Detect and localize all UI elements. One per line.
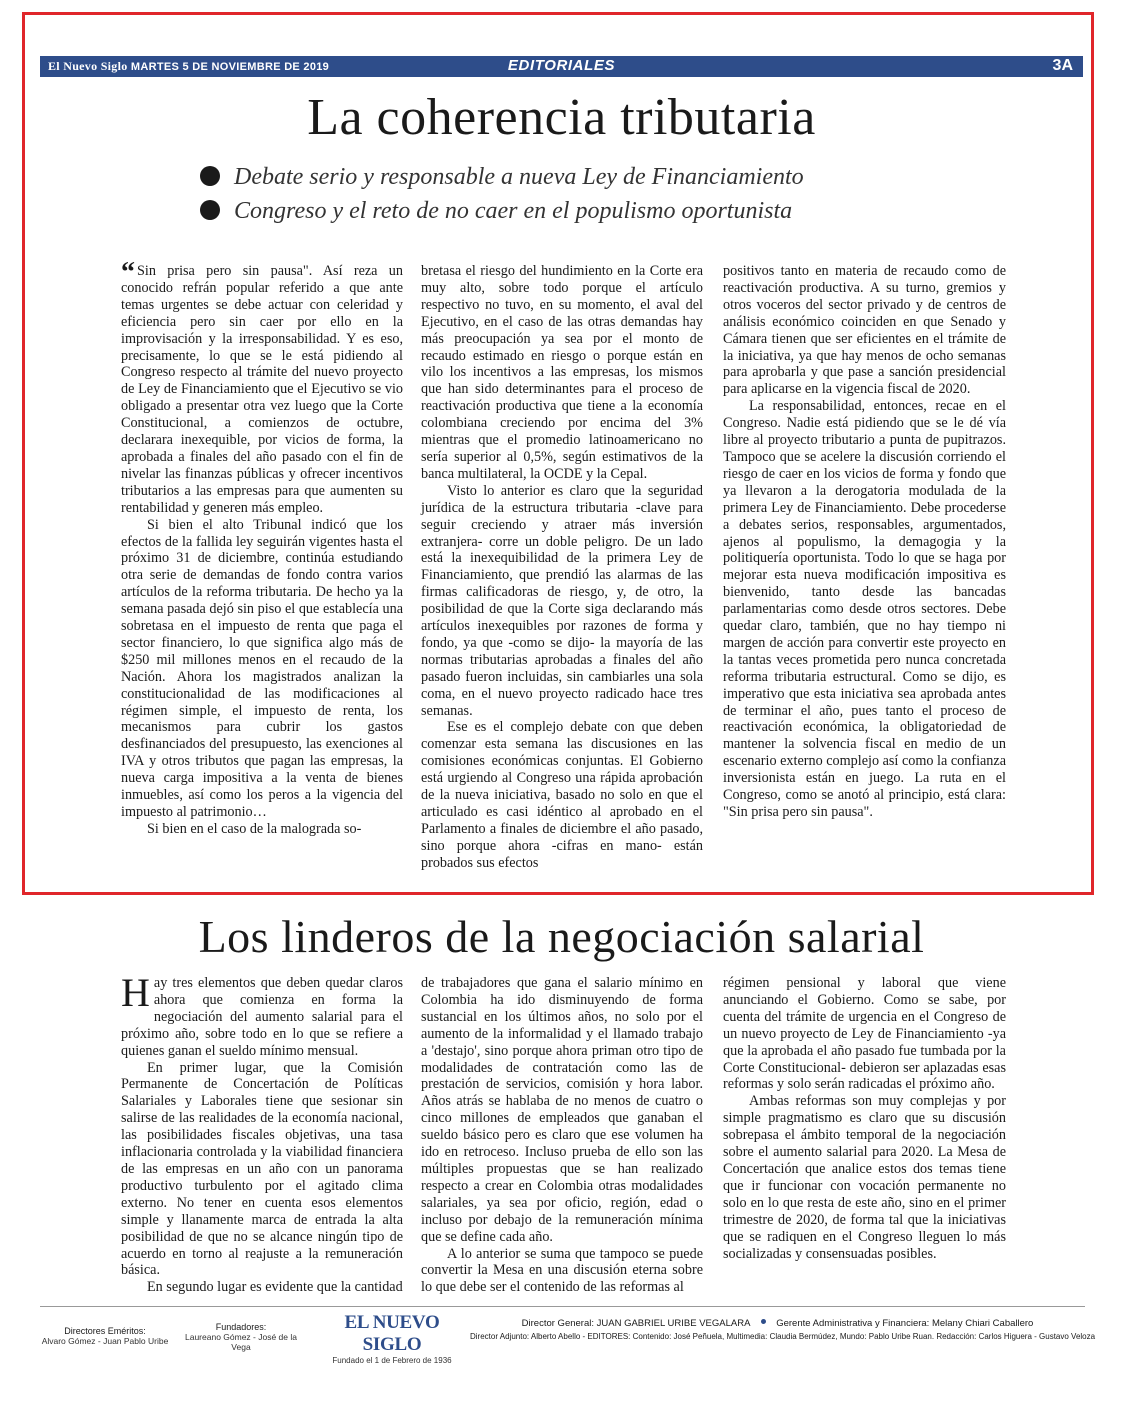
editorial1-paragraph: positivos tanto en materia de recaudo como de reactivación productiva. A su turno, gremios y otros voceros del sector privado y de centros de análisis económico coinciden en que Senado y Cámara tienen que ser eficientes en el trámite de la iniciativa, ya que hay menos de ocho semanas para aprobarla y que pase a sanción presidencial para aplicarse en la vigencia fiscal de 2020. bbox=[723, 263, 1006, 398]
editorial2-column-3 bbox=[723, 975, 1006, 1262]
footer-emeritos bbox=[40, 1326, 170, 1346]
footer-staff bbox=[470, 1318, 1096, 1341]
quote-mark-icon: “ bbox=[121, 257, 135, 288]
header-page-number: 3A bbox=[1052, 57, 1073, 74]
footer-editors: Director Adjunto: Alberto Abello - EDITORES: Contenido: José Peñuela, Multimedia: Claudia Bermúdez, Mundo: Pablo Uribe Ruan. Redacción: Carlos Higuera - Gustavo Veloza bbox=[470, 1332, 1096, 1341]
bullet-icon bbox=[761, 1319, 766, 1324]
editorial2-paragraph: A lo anterior se suma que tampoco se puede convertir la Mesa en una discusión eterna sobre lo que debe ser el contenido de las reformas al bbox=[421, 1245, 703, 1296]
editorial1-paragraph: La responsabilidad, entonces, recae en el Congreso. Nadie está pidiendo que se le dé vía libre al proyecto tributario a punta de pupitrazos. Tampoco que se acelere la discusión corriendo el riesgo de caer en los vicios de forma y fondo que ya llevaron a la derogatoria modulada de la primera Ley de Financiamiento. Debe procederse a debates serios, responsables, argumentados, ajenos al populismo, la demagogia y la politiquería oportunista. Todo lo que se haga por mejorar esta nueva modificación impositiva es bienvenido, tanto desde las bancadas parlamentarias como desde otros sectores. Debe quedar claro, también, que no hay tiempo ni margen de acción para convertir este proyecto en la tantas veces prometida pero nunca concretada reforma tributaria estructural. Como se dijo, es imperativo que esta iniciativa sea aprobada antes de terminar el año, pues tanto el proceso de reactivación económica, la obligatoriedad de mantener la solvencia fiscal en medio de un escenario externo complejo así como la confianza inversionista están en juego. La ruta en el Congreso, como se anotó al principio, está clara: "Sin prisa pero sin pausa". bbox=[723, 398, 1006, 820]
editorial2-paragraph: Hay tres elementos que deben quedar claros ahora que comienza en forma la negociación del aumento salarial para el próximo año, sobre todo en lo que se refiere a quienes ganan el sueldo mínimo mensual. bbox=[121, 970, 403, 1059]
footer-directors bbox=[470, 1318, 1085, 1329]
editorial2-paragraph: régimen pensional y laboral que viene anunciando el Gobierno. Como se sabe, por cuenta del trámite de urgencia en el Congreso de un nuevo proyecto de Ley de Financiamiento -ya que la aprobada el año pasado fue tumbada por la Corte Constitucional- debieron ser aplazadas esas reformas y solo serán radicadas el próximo año. bbox=[723, 975, 1006, 1093]
editorial2-paragraph: Ambas reformas son muy complejas y por simple pragmatismo es claro que su discusión sobrepasa el ámbito temporal de la negociación sobre el aumento salarial para 2020. La Mesa de Concertación que analice estos dos temas tiene que ir funcionar con vocación permanente no solo en lo que resta de este año, sino en el primer trimestre de 2020, de forma tal que la iniciativas que se radiquen en el Congreso lleguen lo más socializadas y consensuadas posibles. bbox=[723, 1093, 1006, 1262]
editorial1-paragraph: Ese es el complejo debate con que deben comenzar esta semana las discusiones en las comisiones económicas conjuntas. El Gobierno está urgiendo al Congreso una rápida aprobación de la nueva iniciativa, basado no solo en que el articulado es casi idéntico al aprobado en el Parlamento a finales de diciembre el año pasado, sino porque ahora -cifras en mano- están probados sus efectos bbox=[421, 719, 703, 871]
editorial1-column-2 bbox=[421, 263, 703, 872]
bullet-icon bbox=[200, 200, 220, 220]
editorial1-column-1 bbox=[121, 257, 403, 838]
editorial1-paragraph: bretasa el riesgo del hundimiento en la Corte era muy alto, sobre todo porque el artículo respectivo no tuvo, en su momento, el aval del Ejecutivo, en el caso de las otras demandas hay más preocupación ya sea por el monto de recaudo estimado en riesgo o porque están en vilo los incentivos a las empresas, los mismos que han sido determinantes para el proceso de reactivación productiva que tiene a la economía colombiana creciendo por encima del 3% mientras que el promedio latinoamericano no sería superior al 0,5%, según estimativos de la banca multilateral, la OCDE y la Cepal. bbox=[421, 263, 703, 482]
footer-emeritos-names: Alvaro Gómez - Juan Pablo Uribe bbox=[41, 1336, 169, 1346]
editorial1-paragraph: Si bien en el caso de la malograda so- bbox=[147, 820, 362, 837]
footer-director-general: Director General: JUAN GABRIEL URIBE VEGALARA bbox=[521, 1318, 750, 1329]
footer-gerente: Gerente Administrativa y Financiera: Melany Chiari Caballero bbox=[776, 1318, 1034, 1329]
editorial2-column-2 bbox=[421, 975, 703, 1296]
editorial1-paragraph: “ Sin prisa pero sin pausa". Así reza un conocido refrán popular referido a que ante temas urgentes se debe actuar con celeridad y eficiencia pero sin caer por ello en la improvisación y la irresponsabilidad. Y es eso, precisamente, lo que se le está pidiendo al Congreso respecto al trámite del nuevo proyecto de Ley de Financiamiento que el Ejecutivo se vio obligado a presentar otra vez luego que la Corte Constitucional, a comienzos de octubre, declarara inexequible, por vicios de forma, la aprobada a finales del año pasado con el fin de nivelar las finanzas públicas y ofrecer incentivos tributarios a las empresas para que aumenten su rentabilidad y generen más empleo. bbox=[121, 257, 403, 516]
header-section: EDITORIALES bbox=[507, 57, 616, 74]
footer-founded-date: Fundado el 1 de Febrero de 1936 bbox=[332, 1356, 452, 1365]
footer-emeritos-label: Directores Eméritos: bbox=[64, 1326, 146, 1336]
editorial2-paragraph: En primer lugar, que la Comisión Permanente de Concertación de Políticas Salariales y Laborales tiene que sesionar sin salirse de las realidades de la economía nacional, las posibilidades fiscales objetivas, una tasa inflacionaria controlada y la viabilidad financiera de las empresas en un año con un panorama productivo turbulento por el agitado clima externo. No tener en cuenta esos elementos simple y llanamente marca de entrada la alta posibilidad de que no se alcance ningún tipo de acuerdo en torno al reajuste a la remuneración básica. bbox=[121, 1059, 403, 1279]
header-brand: El Nuevo Siglo bbox=[48, 59, 128, 73]
drop-cap: H bbox=[121, 970, 150, 1015]
footer-fundadores-label: Fundadores: bbox=[215, 1322, 267, 1332]
editorial1-paragraph: Si bien el alto Tribunal indicó que los efectos de la fallida ley seguirán vigentes hasta el próximo 31 de diciembre, continúa estudiando otra serie de demandas de fondo contra varios artículos de la reforma tributaria. De hecho ya la semana pasada dejó sin piso el que establecía una sobretasa en el impuesto de renta que paga el sector financiero, lo que significa algo más de $250 mil millones menos en el recaudo de la Nación. Ahora los magistrados analizan la constitucionalidad de las modificaciones al régimen simple, el impuesto de renta, los mecanismos para cubrir los gastos desfinanciados del presupuesto, las exenciones al IVA y otros tributos que pagan las empresas, la nueva carga impositiva a la venta de bienes inmuebles, así como los peros a la vigencia del impuesto al patrimonio… bbox=[121, 516, 403, 820]
editorial1-paragraph: Visto lo anterior es claro que la seguridad jurídica de la estructura tributaria -clave para seguir creciendo y atraer más inversión extranjera- corre un doble peligro. De un lado está la inexequibilidad de la primera Ley de Financiamiento, que prendió las alarmas de las firmas calificadoras de riesgo, y, de otro, la posibilidad de que la Corte siga declarando más artículos inexequibles por razones de forma y fondo, ya que -como se dijo- la mayoría de las normas tributarias aprobadas a finales del año pasado fueron incluidas, sin cambiarles una sola coma, en el nuevo proyecto radicado hace tres semanas. bbox=[421, 482, 703, 719]
editorial2-column-1 bbox=[121, 970, 403, 1296]
header-date: MARTES 5 DE NOVIEMBRE DE 2019 bbox=[130, 61, 330, 73]
editorial1-title: La coherencia tributaria bbox=[307, 89, 816, 146]
bullet-icon bbox=[200, 166, 220, 186]
editorial1-subtitle-2: Congreso y el reto de no caer en el populismo oportunista bbox=[200, 194, 960, 228]
editorial1-column-3 bbox=[723, 263, 1006, 821]
footer-divider bbox=[40, 1306, 1085, 1307]
footer-fundadores bbox=[180, 1322, 302, 1352]
editorial1-subtitles bbox=[200, 160, 960, 228]
footer-fundadores-names: Laureano Gómez - José de la Vega bbox=[185, 1332, 297, 1352]
editorial2-paragraph: de trabajadores que gana el salario mínimo en Colombia ha ido disminuyendo de forma sustancial en los últimos años, no solo por el aumento de la informalidad y el llamado trabajo a 'destajo', sino porque ahora priman otro tipo de modalidades de contratación como las de prestación de servicios, comisión y hora labor. Años atrás se hablaba de no menos de cuatro o cinco millones de empleados que ganaban el sueldo básico pero es claro que ese volumen ha ido en retroceso. Incluso prueba de ello son las múltiples propuestas que se han realizado respecto a crear en Colombia otras modalidades salariales, ya sea por oficio, región, edad o incluso por debajo de la remuneración mínima que se define cada año. bbox=[421, 975, 703, 1245]
editorial2-paragraph: En segundo lugar es evidente que la cantidad bbox=[147, 1279, 403, 1296]
editorial2-title: Los linderos de la negociación salarial bbox=[198, 911, 925, 962]
footer-logo: EL NUEVO SIGLO bbox=[344, 1312, 440, 1355]
editorial1-subtitle-1: Debate serio y responsable a nueva Ley de Financiamiento bbox=[200, 160, 960, 194]
section-header-bar bbox=[40, 56, 1083, 77]
footer-logo-block bbox=[326, 1312, 458, 1365]
